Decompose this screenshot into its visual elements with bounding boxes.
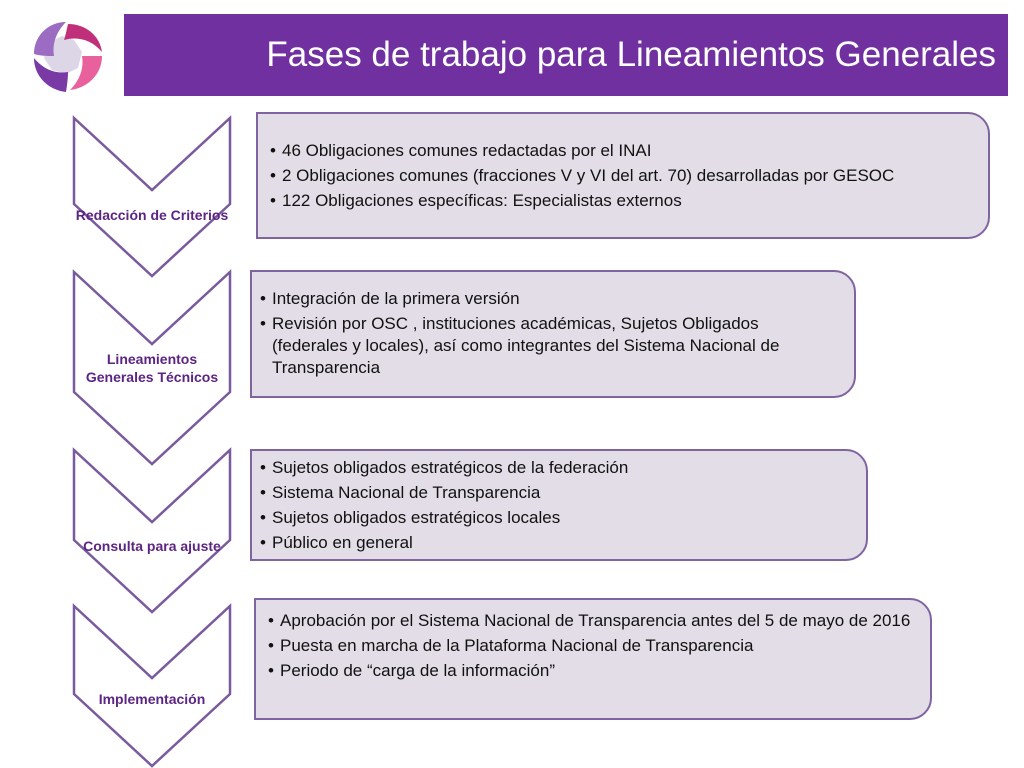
list-item: • Periodo de “carga de la información” — [268, 660, 914, 682]
stage-chevron-4 — [74, 606, 230, 766]
stage-box-consulta — [250, 449, 868, 561]
stage-chevron-3 — [74, 450, 230, 612]
stage-box-implementacion — [254, 598, 932, 720]
stage-box-redaccion — [256, 112, 990, 239]
list-item: • 46 Obligaciones comunes redactadas por el INAI — [270, 140, 972, 162]
list-item: • Revisión por OSC , instituciones académicas, Sujetos Obligados (federales y locales), así como integrantes del Sistema Nacional de Transparencia — [260, 313, 838, 379]
list-item: • 122 Obligaciones específicas: Especialistas externos — [270, 190, 972, 212]
list-item: • Público en general — [260, 532, 850, 554]
stage-label-redaccion: Redacción de Criterios — [75, 207, 229, 223]
list-item: • Aprobación por el Sistema Nacional de Transparencia antes del 5 de mayo de 2016 — [268, 610, 914, 632]
list-item: • Integración de la primera versión — [260, 288, 838, 310]
list-item: • Sujetos obligados estratégicos de la federación — [260, 457, 850, 479]
list-item: • Sistema Nacional de Transparencia — [260, 482, 850, 504]
stage-label-consulta: Consulta para ajuste — [83, 538, 221, 554]
stage-chevron-1 — [74, 118, 230, 276]
list-item: • Sujetos obligados estratégicos locales — [260, 507, 850, 529]
list-item: • Puesta en marcha de la Plataforma Nacional de Transparencia — [268, 635, 914, 657]
list-item: • 2 Obligaciones comunes (fracciones V y VI del art. 70) desarrolladas por GESOC — [270, 165, 972, 187]
stage-box-lineamientos — [250, 270, 856, 398]
page-title: Fases de trabajo para Lineamientos Generales — [266, 35, 996, 74]
stage-label-lineamientos: Lineamientos Generales Técnicos — [85, 351, 219, 385]
stage-label-implementacion: Implementación — [98, 691, 206, 707]
